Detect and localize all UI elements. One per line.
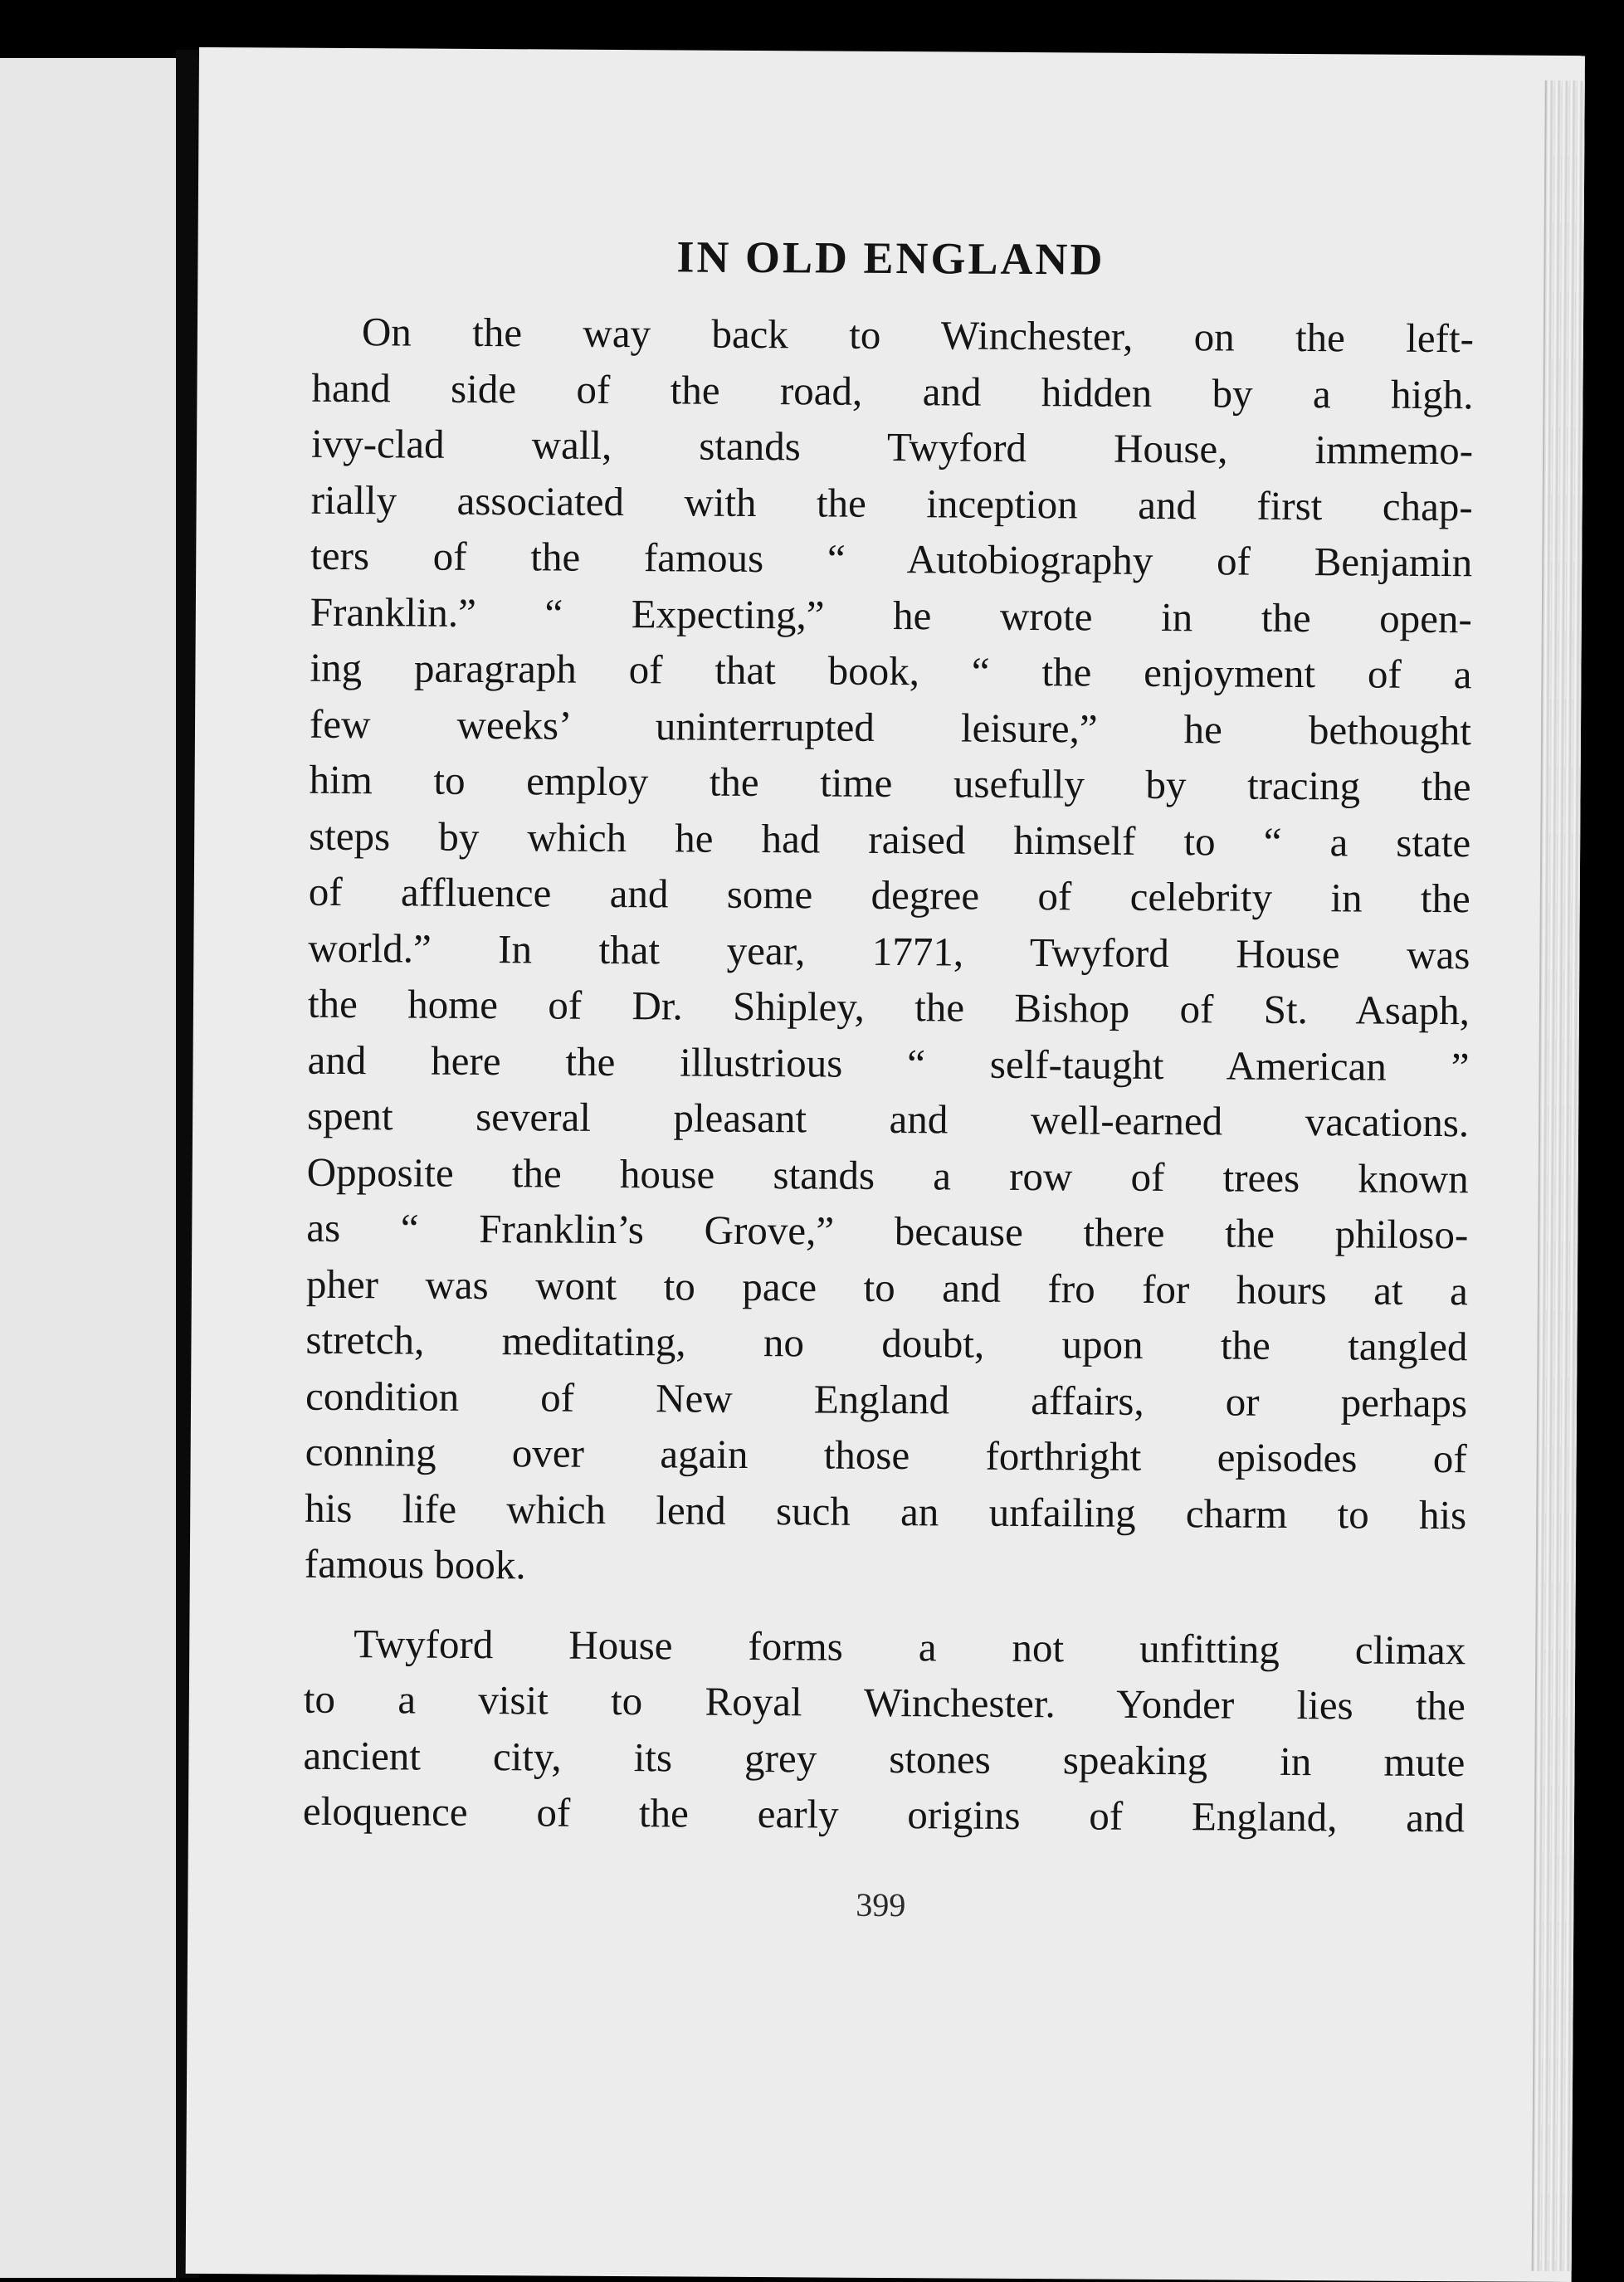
page-stack-edge (1532, 80, 1585, 2271)
text-line: of affluence and some degree of celebrity in the (308, 868, 1470, 922)
text-line: spent several pleasant and well-earned vacations. (306, 1092, 1470, 1146)
text-line: eloquence of the early origins of England, and (302, 1787, 1466, 1841)
text-line: condition of New England affairs, or perhaps (305, 1373, 1468, 1426)
text-line: ing paragraph of that book, “ the enjoyment of a (310, 644, 1472, 698)
text-line: ivy-clad wall, stands Twyford House, immemo- (310, 420, 1474, 474)
text-line: Franklin.” “ Expecting,” he wrote in the open- (310, 588, 1473, 641)
text-line: the home of Dr. Shipley, the Bishop of St. Asaph, (307, 980, 1470, 1034)
text-line: ters of the famous “ Autobiography of Benjamin (310, 532, 1473, 586)
text-line: conning over again those forthright episodes of (305, 1428, 1467, 1482)
text-line: as “ Franklin’s Grove,” because there the philoso- (306, 1204, 1469, 1258)
text-line: rially associated with the inception and first chap- (310, 476, 1473, 529)
text-line: hand side of the road, and hidden by a high. (311, 364, 1474, 417)
text-line: him to employ the time usefully by tracing the (309, 756, 1471, 810)
text-line: ancient city, its grey stones speaking in mute (303, 1732, 1466, 1785)
scan-border (1585, 0, 1624, 2278)
text-line: his life which lend such an unfailing charm to his (305, 1485, 1467, 1538)
text-line: few weeks’ uninterrupted leisure,” he bethought (309, 700, 1472, 753)
running-head: IN OLD ENGLAND (676, 232, 1105, 285)
paragraph-2 (303, 1615, 1466, 1846)
page-number: 399 (856, 1885, 906, 1924)
facing-page-edge (0, 58, 176, 2278)
text-line: famous book. (304, 1540, 526, 1588)
paragraph-1 (305, 304, 1474, 1599)
text-line: stretch, meditating, no doubt, upon the tangled (305, 1316, 1468, 1370)
text-line: Opposite the house stands a row of trees known (306, 1148, 1469, 1202)
text-line: On the way back to Winchester, on the left- (361, 309, 1475, 362)
book-page (186, 47, 1585, 2282)
text-line: world.” In that year, 1771, Twyford House was (308, 924, 1470, 978)
body-text (303, 304, 1474, 1846)
text-line: Twyford House forms a not unfitting climax (354, 1620, 1466, 1673)
text-line: and here the illustrious “ self-taught American ” (307, 1036, 1470, 1090)
text-line: steps by which he had raised himself to “ a state (309, 812, 1471, 866)
text-line: pher was wont to pace to and fro for hours at a (305, 1260, 1469, 1314)
text-line: to a visit to Royal Winchester. Yonder lies the (303, 1675, 1466, 1729)
